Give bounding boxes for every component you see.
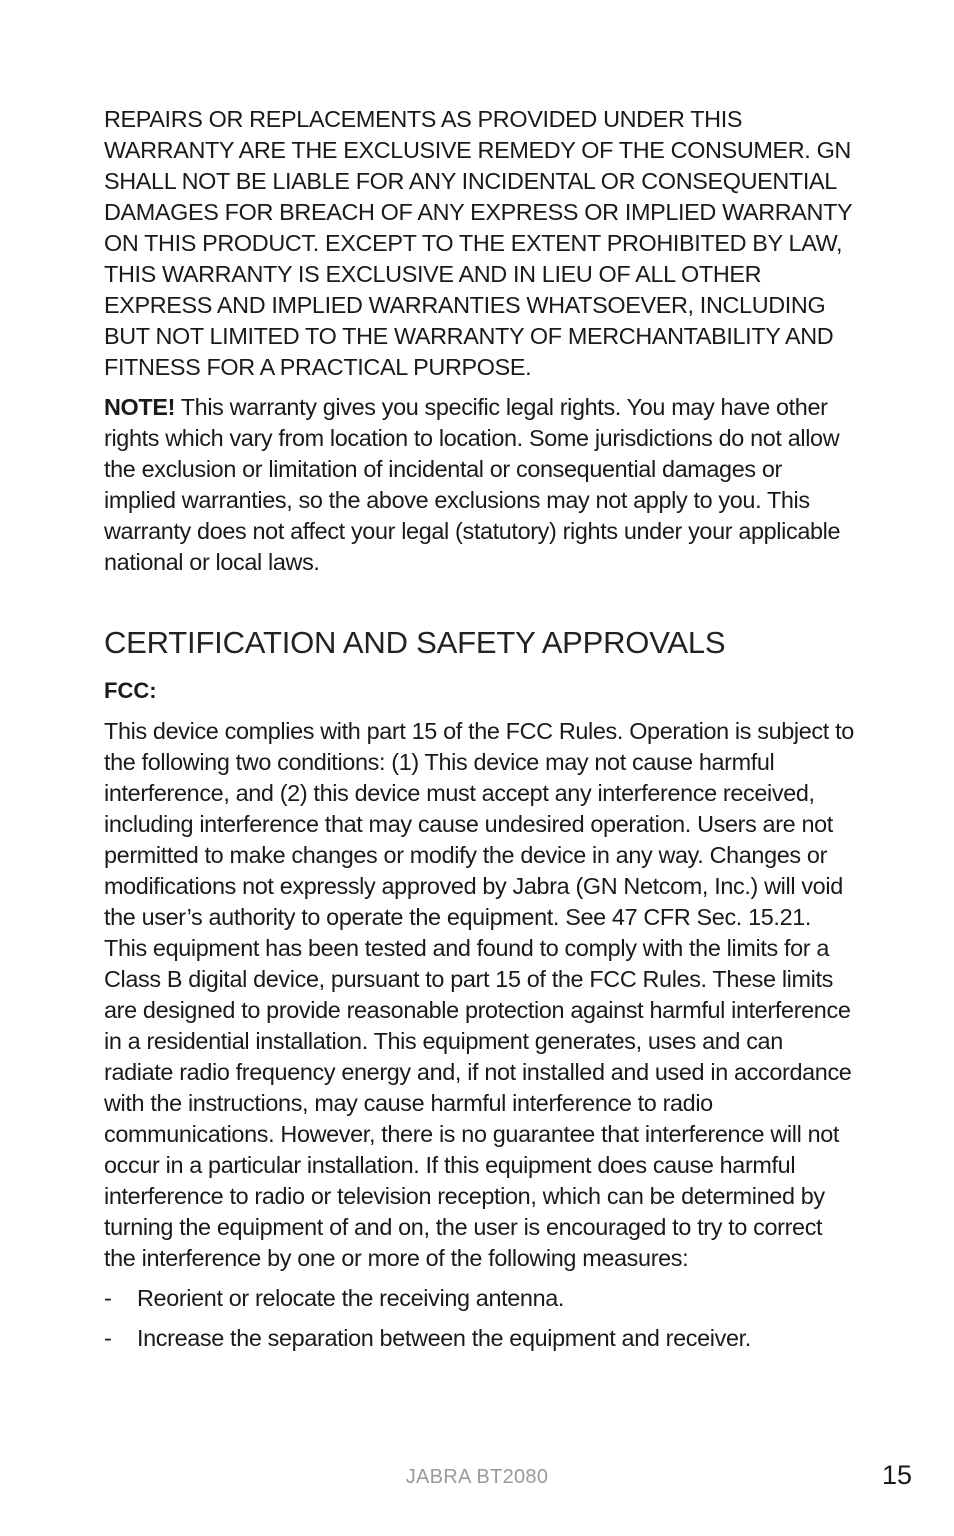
list-item xyxy=(104,1283,856,1314)
list-dash: - xyxy=(104,1325,112,1351)
warranty-disclaimer-paragraph: REPAIRS OR REPLACEMENTS AS PROVIDED UNDER THIS WARRANTY ARE THE EXCLUSIVE REMEDY OF THE CONSUMER. GN SHALL NOT BE LIABLE FOR ANY INCIDENTAL OR CONSEQUENTIAL DAMAGES FOR BREACH OF ANY EXPRESS OR IMPLIED WARRANTY ON THIS PRODUCT. EXCEPT TO THE EXTENT PROHIBITED BY LAW, THIS WARRANTY IS EXCLUSIVE AND IN LIEU OF ALL OTHER EXPRESS AND IMPLIED WARRANTIES WHATSOEVER, INCLUDING BUT NOT LIMITED TO THE WARRANTY OF MERCHANTABILITY AND FITNESS FOR A PRACTICAL PURPOSE. xyxy=(104,106,852,380)
fcc-label: FCC: xyxy=(104,678,157,703)
section-heading-certification: CERTIFICATION AND SAFETY APPROVALS xyxy=(104,625,726,660)
note-label: NOTE! xyxy=(104,394,176,420)
warranty-note-paragraph xyxy=(104,392,856,578)
list-item-text: Reorient or relocate the receiving antenna. xyxy=(137,1285,565,1311)
list-item-text: Increase the separation between the equipment and receiver. xyxy=(137,1325,751,1351)
list-item xyxy=(104,1323,856,1354)
fcc-paragraph: This device complies with part 15 of the FCC Rules. Operation is subject to the following two conditions: (1) This device may not cause harmful interference, and (2) this device must accept any interference received, including interference that may cause undesired operation. Users are not permitted to make changes or modify the device in any way. Changes or modifications not expressly approved by Jabra (GN Netcom, Inc.) will void the user’s authority to operate the equipment. See 47 CFR Sec. 15.21. This equipment has been tested and found to comply with the limits for a Class B digital device, pursuant to part 15 of the FCC Rules. These limits are designed to provide reasonable protection against harmful interference in a residential installation. This equipment generates, uses and can radiate radio frequency energy and, if not installed and used in accordance with the instructions, may cause harmful interference to radio communications. However, there is no guarantee that interference will not occur in a particular installation. If this equipment does cause harmful interference to radio or television reception, which can be determined by turning the equipment of and on, the user is encouraged to try to correct the interference by one or more of the following measures: xyxy=(104,718,854,1271)
document-page xyxy=(104,104,856,1363)
footer-model-name: JABRA BT2080 xyxy=(405,1466,549,1488)
list-dash: - xyxy=(104,1285,112,1311)
measures-list xyxy=(104,1283,856,1354)
note-text: This warranty gives you specific legal rights. You may have other rights which vary from location to location. Some jurisdictions do not allow the exclusion or limitation of incidental or consequential damages or implied warranties, so the above exclusions may not apply to you. This warranty does not affect your legal (statutory) rights under your applicable national or local laws. xyxy=(104,394,841,575)
page-number: 15 xyxy=(881,1460,912,1490)
